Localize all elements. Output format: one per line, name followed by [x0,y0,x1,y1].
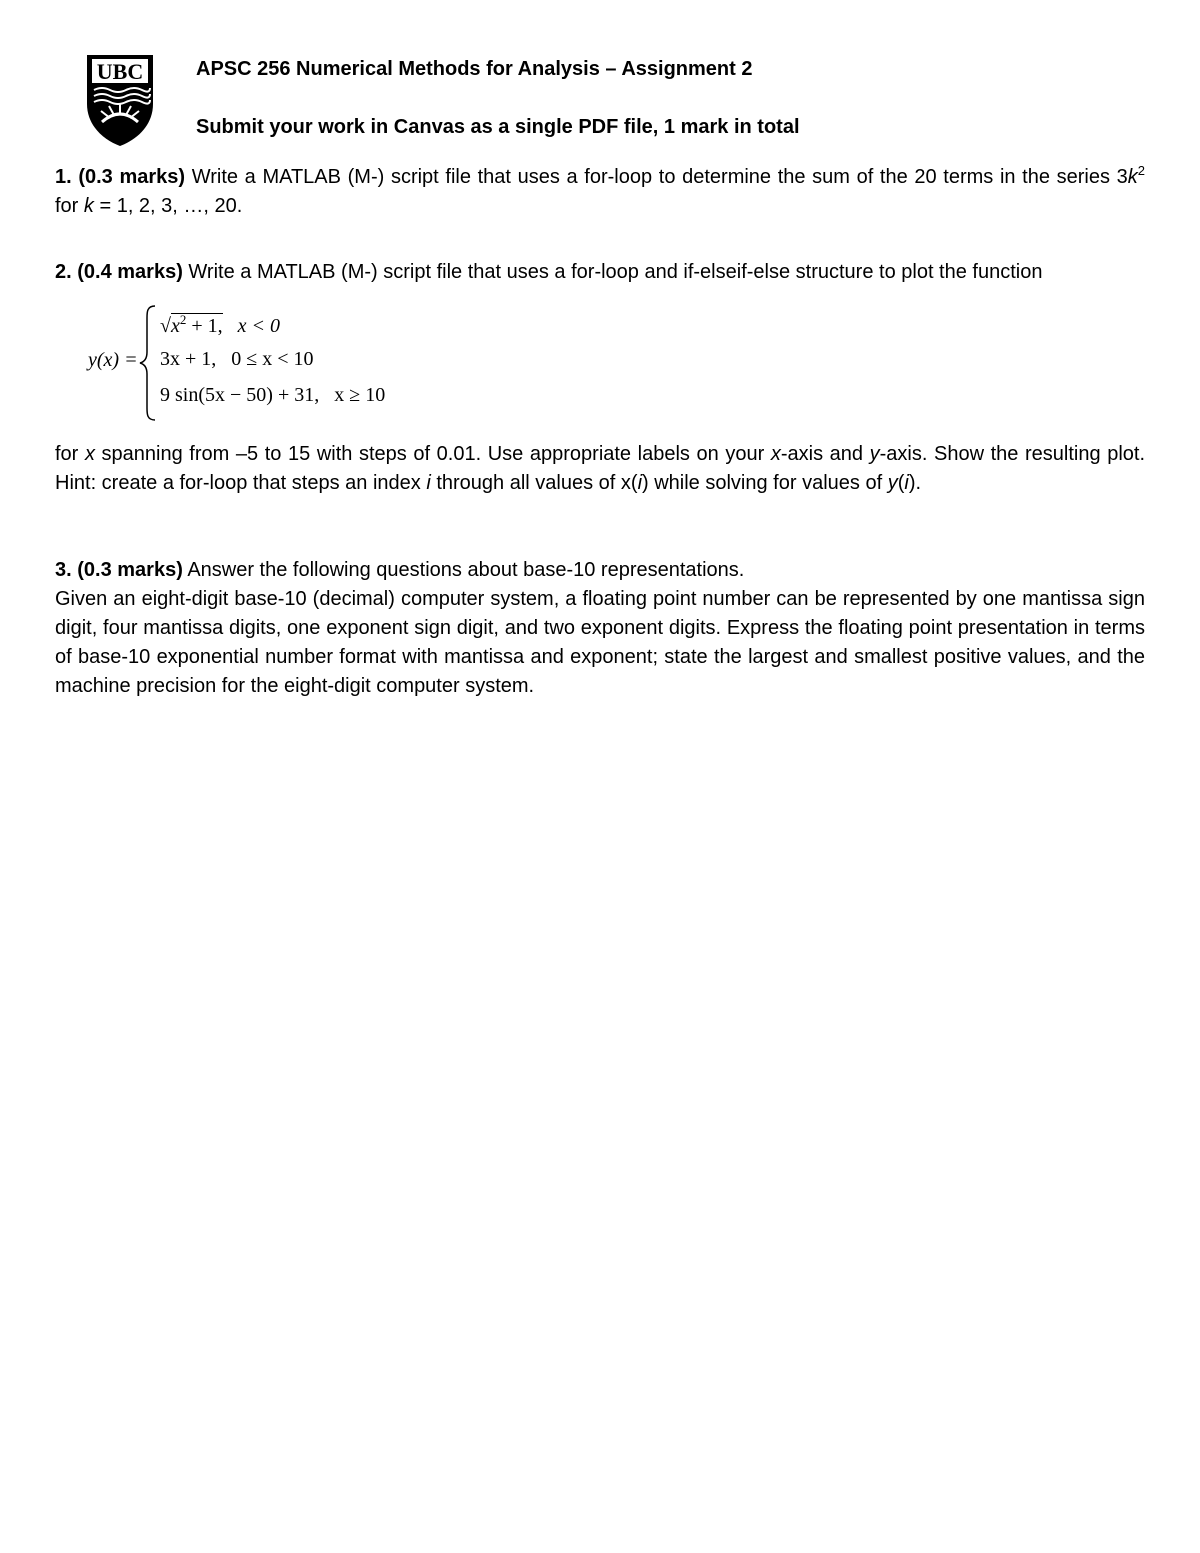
svg-text:UBC: UBC [96,59,144,84]
ubc-crest-logo [84,52,156,148]
question-3 [55,556,1145,701]
variable-k: k [1127,166,1138,188]
exponent: 2 [1137,163,1145,178]
function-lhs: y(x) = [88,349,138,371]
question-2-text: Write a MATLAB (M-) script file that uses a for-loop and if-elseif-else structure to plot the function [182,261,1043,283]
variable-y: y [887,472,898,494]
question-1-text: = 1, 2, 3, …, 20. [93,195,243,217]
piecewise-function [88,302,468,424]
left-brace-icon [138,304,158,422]
submission-instructions: Submit your work in Canvas as a single PDF file, 1 mark in total [196,116,800,138]
question-2 [55,258,1145,287]
variable-i: i [426,472,431,494]
variable-y: y [869,443,880,465]
details-text: spanning from –5 to 15 with steps of 0.01. Use appropriate labels on your [94,443,771,465]
details-text: ). [908,472,922,494]
case-3 [160,384,385,407]
question-3-marks: 3. (0.3 marks) [55,559,183,581]
question-2-marks: 2. (0.4 marks) [55,261,183,283]
assignment-title: APSC 256 Numerical Methods for Analysis – Assignment 2 [196,58,753,80]
question-1 [55,156,1145,221]
details-text: through all values of x( [430,472,638,494]
details-text: ) while solving for values of [642,472,888,494]
details-text: -axis and [780,443,870,465]
case-1 [160,312,280,338]
question-1-text: Write a MATLAB (M-) script file that uses a for-loop to determine the sum of the 20 terms in the series 3 [185,166,1128,188]
variable-i: i [904,472,909,494]
case-1-expression: x [170,315,180,337]
question-1-text: for [55,195,84,217]
case-2-condition: 0 ≤ x < 10 [231,348,314,370]
case-1-expression: + 1, [186,315,223,337]
variable-i: i [637,472,643,494]
question-1-marks: 1. (0.3 marks) [55,166,186,188]
details-text: ( [897,472,905,494]
variable-k: k [83,195,94,217]
variable-x: x [84,443,95,465]
details-text: -axis. Show the resulting plot. Hint: create a for-loop that steps an index [55,443,1145,494]
question-3-intro: Answer the following questions about base-10 representations. [182,559,745,581]
exponent: 2 [179,312,187,327]
question-2-details [55,440,1145,498]
case-3-condition: x ≥ 10 [334,384,386,406]
question-3-body: Given an eight-digit base-10 (decimal) computer system, a floating point number can be represented by one mantissa sign digit, four mantissa digits, one exponent sign digit, and two exponent digits. Express the floating point presentation in terms of base-10 exponential number format with mantissa and exponent; state the largest and smallest positive values, and the machine precision for the eight-digit computer system. [55,588,1145,697]
case-2-expression: 3x + 1, [160,348,217,370]
variable-x: x [770,443,781,465]
details-text: for [55,443,85,465]
case-2 [160,348,314,371]
case-3-expression: 9 sin(5x − 50) + 31, [160,384,320,406]
case-1-condition: x < 0 [237,315,281,337]
sqrt-icon: √ [160,315,171,337]
